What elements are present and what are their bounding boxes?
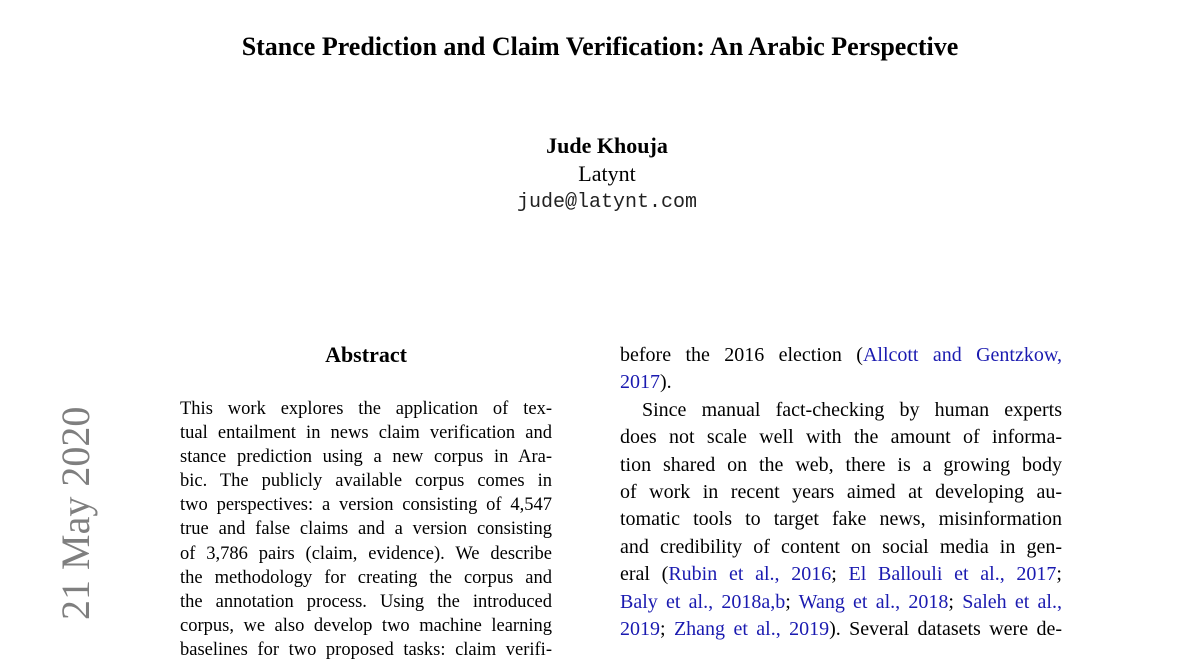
abstract-line: bic. The publicly available corpus comes in <box>180 471 552 492</box>
citation-link[interactable]: El Ballouli et al., 2017 <box>848 563 1057 586</box>
citation-link[interactable]: Baly et al., 2018a,b <box>620 590 786 613</box>
citation-link[interactable]: Allcott and Gentzkow, <box>862 344 1062 366</box>
body-text: ; <box>785 590 799 613</box>
citation-link[interactable]: Saleh et al., <box>962 590 1062 613</box>
body-text: ). Several datasets were de- <box>829 618 1062 641</box>
author-affiliation: Latynt <box>578 161 636 186</box>
abstract-line: This work explores the application of tex- <box>180 399 552 419</box>
body-line <box>620 589 1062 616</box>
citation-link[interactable]: Zhang et al., 2019 <box>673 618 830 641</box>
body-text: ). <box>660 371 672 394</box>
body-text: before the 2016 election ( <box>620 344 863 366</box>
citation-link[interactable]: 2019 <box>620 618 660 641</box>
abstract-line: corpus, we also develop two machine learning <box>180 615 552 636</box>
body-line: and credibility of content on social media in gen- <box>620 535 1062 558</box>
abstract-line: stance prediction using a new corpus in Ara- <box>180 447 552 468</box>
body-line <box>620 616 1062 643</box>
abstract-line: of 3,786 pairs (claim, evidence). We describe <box>180 543 552 564</box>
abstract-line: the annotation process. Using the introduced <box>180 591 552 612</box>
abstract-line: baselines for two proposed tasks: claim verifi- <box>180 639 552 660</box>
body-text: eral ( <box>620 563 669 586</box>
body-text: ; <box>831 563 849 586</box>
author-name: Jude Khouja <box>546 133 668 158</box>
body-column-right <box>620 342 1062 643</box>
body-text: ; <box>660 618 674 641</box>
body-line: Since manual fact-checking by human experts <box>642 398 1062 421</box>
body-line: of work in recent years aimed at developing au- <box>620 481 1062 504</box>
body-line: tion shared on the web, there is a growing body <box>620 453 1062 476</box>
abstract-line: the methodology for creating the corpus and <box>180 567 552 588</box>
body-line: does not scale well with the amount of informa- <box>620 426 1062 449</box>
citation-link[interactable]: Wang et al., 2018 <box>798 590 949 613</box>
body-line <box>620 342 1062 369</box>
body-line <box>620 561 1062 588</box>
citation-link[interactable]: 2017 <box>620 371 660 394</box>
paper-title: Stance Prediction and Claim Verification: An Arabic Perspective <box>241 32 959 61</box>
author-email: jude@latynt.com <box>516 191 698 214</box>
abstract-heading: Abstract <box>325 342 407 367</box>
citation-link[interactable]: Rubin et al., 2016 <box>668 563 832 586</box>
arxiv-date-stamp: 21 May 2020 <box>53 406 98 620</box>
abstract-body <box>180 397 552 662</box>
author-block <box>0 131 1200 218</box>
abstract-line: tual entailment in news claim verification and <box>180 423 552 444</box>
abstract-line: two perspectives: a version consisting of 4,547 <box>180 495 552 516</box>
body-line: tomatic tools to target fake news, misinformation <box>620 508 1062 531</box>
body-text: ; <box>1056 563 1062 586</box>
body-text: ; <box>948 590 963 613</box>
body-line <box>620 369 1062 396</box>
abstract-line: true and false claims and a version consisting <box>180 519 552 540</box>
